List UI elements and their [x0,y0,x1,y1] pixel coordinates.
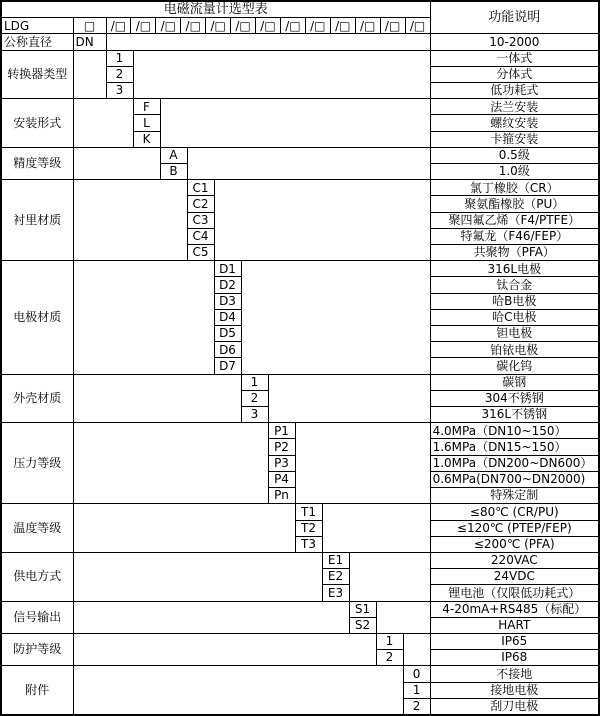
converter-type-label: 转换器类型 [1,50,73,99]
liner-material-desc: 氯丁橡胶（CR） [430,180,599,196]
power-supply-code: E2 [322,569,349,585]
accessories-code: 2 [403,698,430,715]
housing-material-desc: 316L不锈钢 [430,407,599,423]
housing-material-code: 1 [241,374,268,390]
pressure-grade-desc: 0.6MPa(DN700~DN2000) [430,471,599,487]
converter-type-gap-right [133,50,430,99]
liner-material-desc: 聚四氟乙烯（F4/PTFE） [430,212,599,228]
pressure-grade-code: P1 [268,423,295,439]
model-box: /□ [355,18,380,33]
model-box: /□ [205,18,230,33]
signal-output-gap-left [73,601,349,633]
temperature-grade-gap-left [73,504,295,553]
pressure-grade-gap-right [295,423,430,504]
converter-type-code: 2 [106,66,133,82]
accuracy-grade-desc: 1.0级 [430,164,599,180]
converter-type-gap-left [73,50,106,99]
electrode-material-desc: 钛合金 [430,277,599,293]
converter-type-code: 1 [106,50,133,66]
model-box: /□ [255,18,280,33]
installation-form-desc: 法兰安装 [430,99,599,115]
model-box: /□ [280,18,305,33]
housing-material-gap-right [268,374,430,423]
temperature-grade-code: T1 [295,504,322,520]
model-box: /□ [110,18,127,33]
converter-type-code: 3 [106,83,133,99]
table-title: 电磁流量计选型表 [1,1,430,18]
model-prefix: LDG [1,18,73,34]
pressure-grade-label: 压力等级 [1,423,73,504]
diameter-label: 公称直径 [1,34,73,50]
accuracy-grade-label: 精度等级 [1,147,73,179]
accuracy-grade-gap-right [187,147,430,179]
model-boxes [107,18,430,33]
temperature-grade-desc: ≤80℃ (CR/PU) [430,504,599,520]
power-supply-label: 供电方式 [1,552,73,601]
signal-output-code: S1 [349,601,376,617]
installation-form-desc: 卡箍安装 [430,131,599,147]
model-box: /□ [130,18,155,33]
model-box: /□ [330,18,355,33]
temperature-grade-gap-right [322,504,430,553]
pressure-grade-code: P2 [268,439,295,455]
temperature-grade-code: T3 [295,536,322,552]
accessories-code: 1 [403,682,430,698]
temperature-grade-desc: ≤120℃ (PTEP/FEP) [430,520,599,536]
signal-output-desc: 4-20mA+RS485（标配） [430,601,599,617]
electrode-material-code: D4 [214,309,241,325]
converter-type-desc: 一体式 [430,50,599,66]
pressure-grade-desc: 1.6MPa（DN15~150） [430,439,599,455]
housing-material-code: 2 [241,390,268,406]
accuracy-grade-gap-left [73,147,160,179]
diameter-desc: 10-2000 [430,34,599,50]
model-box: /□ [305,18,330,33]
pressure-grade-code: P3 [268,455,295,471]
accessories-desc: 接地电极 [430,682,599,698]
accessories-gap-left [73,666,403,715]
signal-output-label: 信号输出 [1,601,73,633]
model-box: /□ [405,18,430,33]
liner-material-code: C3 [187,212,214,228]
accuracy-grade-desc: 0.5级 [430,147,599,163]
temperature-grade-code: T2 [295,520,322,536]
protection-grade-code: 2 [376,650,403,666]
signal-output-code: S2 [349,617,376,633]
temperature-grade-desc: ≤200℃ (PFA) [430,536,599,552]
electrode-material-desc: 碳化钨 [430,358,599,374]
protection-grade-gap-left [73,633,376,665]
accessories-label: 附件 [1,666,73,715]
pressure-grade-code: P4 [268,471,295,487]
liner-material-code: C1 [187,180,214,196]
installation-form-label: 安装形式 [1,99,73,148]
electrode-material-code: D2 [214,277,241,293]
pressure-grade-gap-left [73,423,268,504]
protection-grade-desc: IP68 [430,650,599,666]
installation-form-gap-left [73,99,133,148]
converter-type-desc: 低功耗式 [430,83,599,99]
electrode-material-gap-left [73,261,214,374]
electrode-material-code: D3 [214,293,241,309]
installation-form-gap-right [160,99,430,148]
power-supply-gap-left [73,552,322,601]
housing-material-gap-left [73,374,241,423]
accessories-code: 0 [403,666,430,682]
liner-material-gap-left [73,180,187,261]
temperature-grade-label: 温度等级 [1,504,73,553]
liner-material-desc: 聚氨酯橡胶（PU） [430,196,599,212]
electrode-material-code: D6 [214,342,241,358]
electrode-material-code: D5 [214,326,241,342]
protection-grade-gap-right [403,633,430,665]
accuracy-grade-code: B [160,164,187,180]
electrode-material-code: D1 [214,261,241,277]
power-supply-desc: 锂电池（仅限低功耗式） [430,585,599,601]
diameter-gap [106,34,430,50]
converter-type-desc: 分体式 [430,66,599,82]
housing-material-label: 外壳材质 [1,374,73,423]
installation-form-code: K [133,131,160,147]
liner-material-label: 衬里材质 [1,180,73,261]
electrode-material-desc: 哈B电极 [430,293,599,309]
signal-output-desc: HART [430,617,599,633]
protection-grade-desc: IP65 [430,633,599,649]
signal-output-gap-right [376,601,430,633]
liner-material-code: C5 [187,245,214,261]
pressure-grade-desc: 1.0MPa（DN200~DN600） [430,455,599,471]
power-supply-desc: 24VDC [430,569,599,585]
power-supply-desc: 220VAC [430,552,599,568]
power-supply-gap-right [349,552,430,601]
electrode-material-code: D7 [214,358,241,374]
liner-material-desc: 特氟龙（F46/FEP） [430,228,599,244]
function-column-header: 功能说明 [430,1,599,34]
model-boxes-cell [106,18,430,34]
model-box: /□ [180,18,205,33]
housing-material-code: 3 [241,407,268,423]
pressure-grade-desc: 特殊定制 [430,488,599,504]
electrode-material-desc: 铂铱电极 [430,342,599,358]
diameter-code: DN [73,34,106,50]
housing-material-desc: 碳钢 [430,374,599,390]
pressure-grade-code: Pn [268,488,295,504]
accessories-desc: 不接地 [430,666,599,682]
power-supply-code: E3 [322,585,349,601]
housing-material-desc: 304不锈钢 [430,390,599,406]
model-first-box: □ [73,18,106,34]
installation-form-code: L [133,115,160,131]
installation-form-desc: 螺纹安装 [430,115,599,131]
pressure-grade-desc: 4.0MPa（DN10~150） [430,423,599,439]
model-box: /□ [155,18,180,33]
electrode-material-desc: 316L电极 [430,261,599,277]
power-supply-code: E1 [322,552,349,568]
electrode-material-desc: 钽电极 [430,326,599,342]
electrode-material-gap-right [241,261,430,374]
electrode-material-desc: 哈C电极 [430,309,599,325]
liner-material-gap-right [214,180,430,261]
accessories-desc: 刮刀电极 [430,698,599,715]
liner-material-desc: 共聚物（PFA） [430,245,599,261]
model-box: /□ [380,18,405,33]
electrode-material-label: 电极材质 [1,261,73,374]
liner-material-code: C2 [187,196,214,212]
protection-grade-label: 防护等级 [1,633,73,665]
liner-material-code: C4 [187,228,214,244]
model-box: /□ [230,18,255,33]
protection-grade-code: 1 [376,633,403,649]
accuracy-grade-code: A [160,147,187,163]
installation-form-code: F [133,99,160,115]
